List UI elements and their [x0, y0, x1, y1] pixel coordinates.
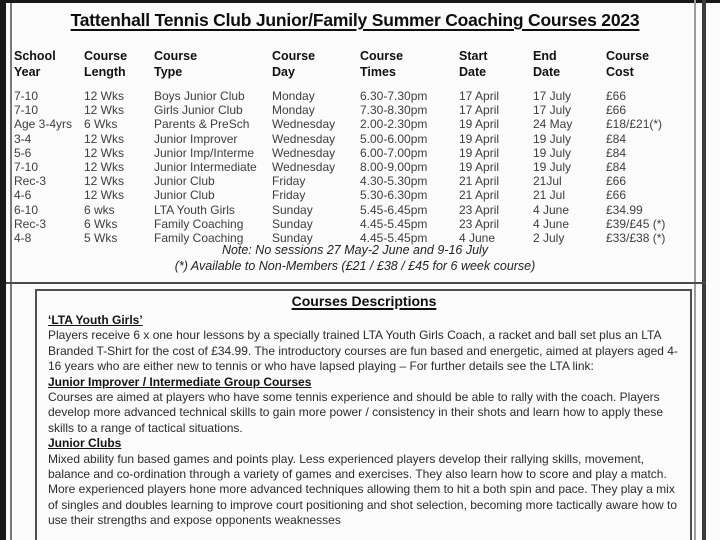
table-cell: 12 Wks [84, 188, 125, 203]
column-header-school-year: School Year [14, 49, 56, 79]
table-cell: 4.45-5.45pm [360, 230, 428, 245]
table-cell: 19 April [459, 159, 500, 174]
section-heading: ‘LTA Youth Girls’ [48, 313, 143, 327]
courses-table [14, 48, 709, 245]
table-cell: 21 April [459, 174, 500, 189]
table-cell: 12 Wks [84, 174, 125, 189]
table-cell: Sunday [272, 202, 313, 217]
table-cell: 5-6 [14, 145, 32, 160]
table-cell: 4.30-5.30pm [360, 174, 428, 189]
table-cell: 23 April [459, 202, 500, 217]
section-heading: Junior Clubs [48, 436, 122, 451]
table-cell: 4-8 [14, 230, 32, 245]
table-cell: Wednesday [272, 131, 336, 146]
column-header-course-cost: Course Cost [606, 49, 650, 79]
table-cell: Rec-3 [14, 174, 47, 189]
section-divider [6, 282, 706, 284]
table-cell: 7.30-8.30pm [360, 103, 428, 118]
table-cell: 5.45-6.45pm [360, 202, 428, 217]
table-cell: Friday [272, 174, 306, 189]
table-cell: 4 June [533, 216, 570, 231]
table-cell: £66 [606, 174, 627, 189]
table-cell: 24 May [533, 117, 573, 132]
courses-descriptions-box [35, 289, 692, 540]
table-cell: Family Coaching [154, 216, 244, 231]
table-cell: 17 April [459, 89, 500, 103]
table-cell: 6 Wks [84, 216, 118, 231]
table-row [14, 132, 709, 146]
table-cell: 21 April [459, 188, 500, 203]
table-cell: Monday [272, 89, 315, 103]
document-title: Tattenhall Tennis Club Junior/Family Summer Coaching Courses 2023 [70, 10, 640, 30]
table-cell: 21Jul [533, 174, 562, 189]
table-cell: 23 April [459, 216, 500, 231]
table-cell: 19 July [533, 145, 572, 160]
table-cell: Junior Club [154, 174, 215, 189]
table-row [14, 203, 709, 217]
table-cell: LTA Youth Girls [154, 202, 235, 217]
table-cell: 5.00-6.00pm [360, 131, 428, 146]
table-cell: Wednesday [272, 159, 336, 174]
table-cell: 19 July [533, 159, 572, 174]
table-cell: Friday [272, 188, 306, 203]
scan-edge-left [0, 0, 6, 540]
table-cell: 19 April [459, 117, 500, 132]
table-cell: 12 Wks [84, 145, 125, 160]
table-cell: Rec-3 [14, 216, 47, 231]
description-section-lta-youth-girls [48, 313, 680, 375]
table-cell: 6.30-7.30pm [360, 89, 428, 103]
table-cell: 19 April [459, 145, 500, 160]
note-non-members: (*) Available to Non-Members (£21 / £38 / £45 for 6 week course) [174, 259, 536, 273]
table-cell: Wednesday [272, 145, 336, 160]
table-cell: 7-10 [14, 159, 39, 174]
table-cell: 2 July [533, 230, 565, 245]
table-cell: 8.00-9.00pm [360, 159, 428, 174]
table-cell: Parents & PreSch [154, 117, 250, 132]
description-section-junior-improver [48, 375, 680, 437]
table-cell: Junior Intermediate [154, 159, 257, 174]
table-cell: £66 [606, 188, 627, 203]
table-cell: Sunday [272, 230, 313, 245]
table-cell: £34.99 [606, 202, 643, 217]
table-row [14, 217, 709, 231]
descriptions-title: Courses Descriptions [291, 293, 437, 309]
table-cell: 5.30-6.30pm [360, 188, 428, 203]
table-notes [10, 242, 700, 274]
table-cell: 17 July [533, 103, 572, 118]
table-cell: 2.00-2.30pm [360, 117, 428, 132]
table-row [14, 89, 709, 103]
table-cell: 7-10 [14, 103, 39, 118]
section-heading: Junior Improver / Intermediate Group Courses [48, 374, 312, 389]
table-cell: £18/£21(*) [606, 117, 663, 132]
scan-edge-top [0, 0, 720, 3]
table-cell: Wednesday [272, 117, 336, 132]
table-cell: 5 Wks [84, 230, 118, 245]
table-cell: 17 April [459, 103, 500, 118]
table-cell: £33/£38 (*) [606, 230, 666, 245]
column-header-course-length: Course Length [84, 49, 128, 79]
table-cell: 6.00-7.00pm [360, 145, 428, 160]
table-cell: 19 July [533, 131, 572, 146]
table-cell: 4 June [533, 202, 570, 217]
table-row [14, 117, 709, 131]
table-cell: Family Coaching [154, 230, 244, 245]
section-body: Courses are aimed at players who have some tennis experience and should be able to rally with the coach. Players develop more advanced technical skills to gain more power / consistency in their shots and learn how to apply these skills to a range of tactical situations. [48, 390, 664, 435]
table-cell: 4 June [459, 230, 496, 245]
table-cell: Junior Club [154, 188, 215, 203]
table-row [14, 160, 709, 174]
table-cell: Junior Imp/Interme [154, 145, 255, 160]
table-cell: £84 [606, 131, 627, 146]
table-cell: Boys Junior Club [154, 89, 245, 103]
table-cell: 6 Wks [84, 117, 118, 132]
column-header-start-date: Start Date [459, 49, 488, 79]
table-cell: £84 [606, 145, 627, 160]
table-cell: 12 Wks [84, 103, 125, 118]
table-cell: 7-10 [14, 89, 39, 103]
table-cell: 3-4 [14, 131, 32, 146]
table-cell: £39/£45 (*) [606, 216, 666, 231]
table-cell: 12 Wks [84, 89, 125, 103]
table-row [14, 103, 709, 117]
table-cell: 4.45-5.45pm [360, 216, 428, 231]
table-cell: £84 [606, 159, 627, 174]
column-header-end-date: End Date [533, 49, 561, 79]
table-cell: 21 Jul [533, 188, 566, 203]
table-cell: Junior Improver [154, 131, 238, 146]
column-header-course-day: Course Day [272, 49, 316, 79]
table-cell: 6-10 [14, 202, 39, 217]
table-cell: 12 Wks [84, 159, 125, 174]
table-cell: Monday [272, 103, 315, 118]
column-header-course-type: Course Type [154, 49, 198, 79]
section-body: Players receive 6 x one hour lessons by a specially trained LTA Youth Girls Coach, a racket and ball set plus an LTA Branded T-Shirt for the cost of £34.99. The introductory courses are fun based and energetic, aimed at players aged 4-16 years who are either new to tennis or who have lapsed playing – For further details see the LTA link: [48, 328, 678, 374]
table-cell: Sunday [272, 216, 313, 231]
section-body: Mixed ability fun based games and points play. Less experienced players develop their rallying skills, movement, balance and co-ordination through a variety of games and exercises. They also learn how to score and play a match. More experienced players hone more advanced techniques allowing them to hit a both spin and pace. They play a mix of singles and doubles learning to improve court positioning and shot selection, becoming more tactically aware how to use their strengths and expose opponents weaknesses [48, 451, 678, 528]
table-cell: 6 wks [84, 202, 115, 217]
table-header-row [14, 48, 709, 80]
table-cell: £66 [606, 89, 627, 103]
note-no-sessions: Note: No sessions 27 May-2 June and 9-16 July [221, 243, 489, 257]
table-cell: Girls Junior Club [154, 103, 243, 118]
table-cell: 4-6 [14, 188, 32, 203]
column-header-course-times: Course Times [360, 49, 404, 79]
table-cell: Age 3-4yrs [14, 117, 73, 132]
table-cell: 17 July [533, 89, 572, 103]
table-cell: 19 April [459, 131, 500, 146]
table-row [14, 188, 709, 202]
table-row [14, 174, 709, 188]
table-cell: £66 [606, 103, 627, 118]
table-row [14, 146, 709, 160]
table-cell: 12 Wks [84, 131, 125, 146]
description-section-junior-clubs [48, 436, 680, 528]
